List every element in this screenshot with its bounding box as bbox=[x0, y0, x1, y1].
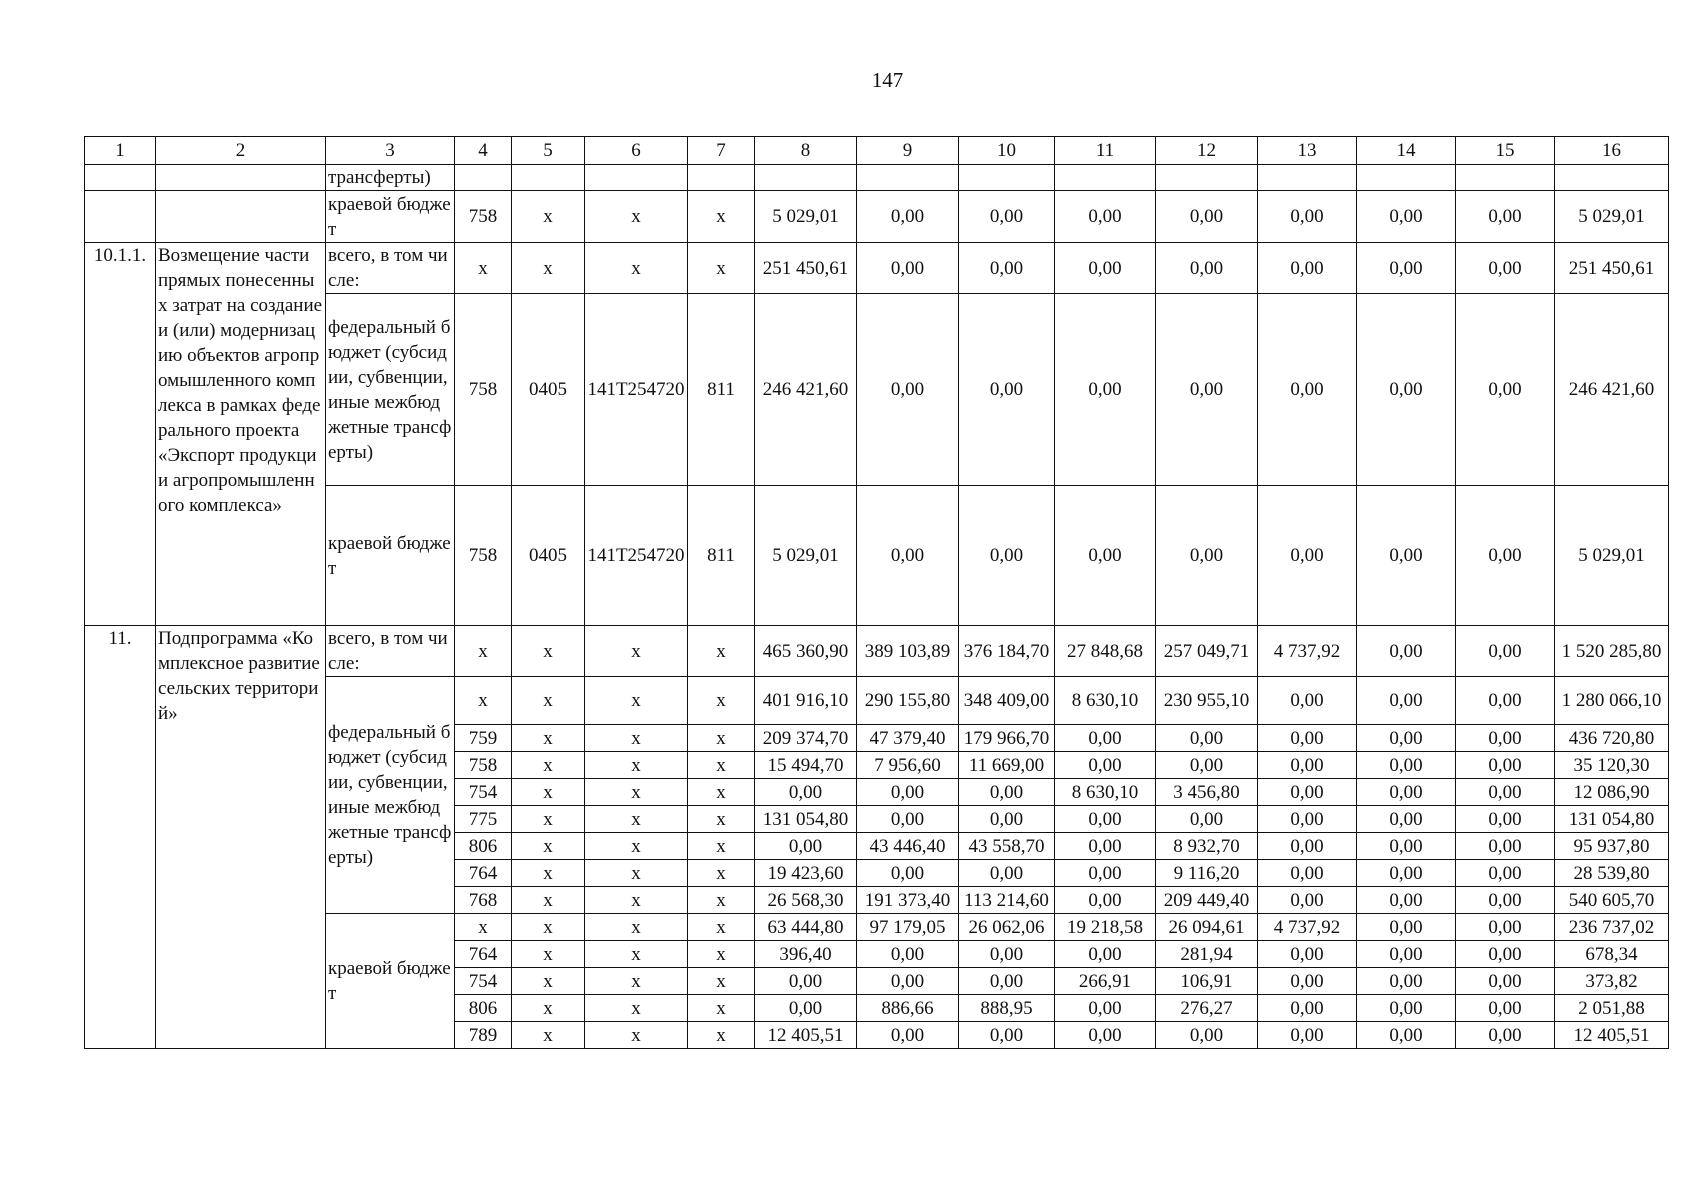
cell-col7: x bbox=[688, 806, 755, 833]
cell-col8: 15 494,70 bbox=[755, 752, 857, 779]
cell-col5 bbox=[512, 165, 585, 191]
cell-col11: 27 848,68 bbox=[1055, 626, 1156, 677]
cell-col13: 4 737,92 bbox=[1258, 626, 1357, 677]
cell-col11 bbox=[1055, 165, 1156, 191]
cell-col13: 0,00 bbox=[1258, 860, 1357, 887]
cell-col4: 758 bbox=[455, 191, 512, 243]
table-row bbox=[85, 165, 1669, 191]
cell-col13 bbox=[1258, 165, 1357, 191]
cell-col6: x bbox=[585, 968, 688, 995]
table-row bbox=[85, 243, 1669, 294]
cell-col14: 0,00 bbox=[1357, 806, 1456, 833]
cell-col14: 0,00 bbox=[1357, 968, 1456, 995]
cell-col6: x bbox=[585, 833, 688, 860]
cell-col16: 1 520 285,80 bbox=[1555, 626, 1669, 677]
cell-col13: 0,00 bbox=[1258, 833, 1357, 860]
cell-col10: 179 966,70 bbox=[959, 725, 1055, 752]
cell-col6: x bbox=[585, 752, 688, 779]
cell-col12: 276,27 bbox=[1156, 995, 1258, 1022]
cell-col15: 0,00 bbox=[1456, 486, 1555, 626]
header-col-16: 16 bbox=[1555, 137, 1669, 165]
cell-col8: 0,00 bbox=[755, 779, 857, 806]
cell-col11: 0,00 bbox=[1055, 887, 1156, 914]
cell-col16: 5 029,01 bbox=[1555, 486, 1669, 626]
cell-col8: 63 444,80 bbox=[755, 914, 857, 941]
cell-col14: 0,00 bbox=[1357, 626, 1456, 677]
cell-col15: 0,00 bbox=[1456, 752, 1555, 779]
cell-col4: 764 bbox=[455, 941, 512, 968]
header-col-9: 9 bbox=[857, 137, 959, 165]
cell-col7: 811 bbox=[688, 486, 755, 626]
cell-col12: 281,94 bbox=[1156, 941, 1258, 968]
cell-col14: 0,00 bbox=[1357, 887, 1456, 914]
cell-col8: 465 360,90 bbox=[755, 626, 857, 677]
cell-col10: 0,00 bbox=[959, 806, 1055, 833]
cell-col15: 0,00 bbox=[1456, 806, 1555, 833]
item-name: Подпрограмма «Комплексное развитие сельских территорий» bbox=[156, 626, 326, 1049]
cell-col5: x bbox=[512, 191, 585, 243]
cell-col16: 12 086,90 bbox=[1555, 779, 1669, 806]
header-col-6: 6 bbox=[585, 137, 688, 165]
cell-col5: x bbox=[512, 860, 585, 887]
item-number: 10.1.1. bbox=[85, 243, 156, 626]
cell-col14: 0,00 bbox=[1357, 860, 1456, 887]
cell-col7: x bbox=[688, 914, 755, 941]
cell-col4: 759 bbox=[455, 725, 512, 752]
cell-col4: 754 bbox=[455, 779, 512, 806]
cell-col7: x bbox=[688, 833, 755, 860]
cell-col6: x bbox=[585, 677, 688, 725]
cell-col11: 0,00 bbox=[1055, 752, 1156, 779]
cell-col8: 251 450,61 bbox=[755, 243, 857, 294]
cell-col15: 0,00 bbox=[1456, 995, 1555, 1022]
cell-col12: 0,00 bbox=[1156, 243, 1258, 294]
cell-col4: 775 bbox=[455, 806, 512, 833]
cell-col7: x bbox=[688, 191, 755, 243]
cell-col14: 0,00 bbox=[1357, 294, 1456, 486]
cell-col16: 1 280 066,10 bbox=[1555, 677, 1669, 725]
cell-col16: 131 054,80 bbox=[1555, 806, 1669, 833]
cell-col12: 0,00 bbox=[1156, 806, 1258, 833]
header-col-1: 1 bbox=[85, 137, 156, 165]
cell-col10: 26 062,06 bbox=[959, 914, 1055, 941]
cell-col11: 0,00 bbox=[1055, 294, 1156, 486]
cell-col14: 0,00 bbox=[1357, 191, 1456, 243]
cell-col11: 0,00 bbox=[1055, 806, 1156, 833]
cell-col10: 376 184,70 bbox=[959, 626, 1055, 677]
cell-col13: 0,00 bbox=[1258, 995, 1357, 1022]
cell-col13: 0,00 bbox=[1258, 806, 1357, 833]
cell-col11: 0,00 bbox=[1055, 725, 1156, 752]
cell-col12: 0,00 bbox=[1156, 1022, 1258, 1049]
cell-col8: 12 405,51 bbox=[755, 1022, 857, 1049]
cell-col4: 789 bbox=[455, 1022, 512, 1049]
cell-col11: 8 630,10 bbox=[1055, 677, 1156, 725]
cell-col7: x bbox=[688, 941, 755, 968]
cell-col4: 758 bbox=[455, 486, 512, 626]
cell-col13: 0,00 bbox=[1258, 725, 1357, 752]
cell-col11: 0,00 bbox=[1055, 243, 1156, 294]
cell-col4: 764 bbox=[455, 860, 512, 887]
cell-col9: 97 179,05 bbox=[857, 914, 959, 941]
header-col-11: 11 bbox=[1055, 137, 1156, 165]
cell-col7: x bbox=[688, 677, 755, 725]
cell-col13: 0,00 bbox=[1258, 294, 1357, 486]
cell-col11: 0,00 bbox=[1055, 833, 1156, 860]
cell-col10: 348 409,00 bbox=[959, 677, 1055, 725]
cell-col6: 141T254720 bbox=[585, 486, 688, 626]
cell-col3: краевой бюджет bbox=[326, 191, 455, 243]
cell-col13: 4 737,92 bbox=[1258, 914, 1357, 941]
cell-col14: 0,00 bbox=[1357, 914, 1456, 941]
cell-col12: 230 955,10 bbox=[1156, 677, 1258, 725]
cell-col8 bbox=[755, 165, 857, 191]
cell-col10: 0,00 bbox=[959, 243, 1055, 294]
cell-col12: 0,00 bbox=[1156, 486, 1258, 626]
cell-col16: 540 605,70 bbox=[1555, 887, 1669, 914]
budget-table bbox=[84, 136, 1669, 1049]
cell-col16: 28 539,80 bbox=[1555, 860, 1669, 887]
cell-col9: 0,00 bbox=[857, 779, 959, 806]
cell-col3: федеральный бюджет (субсидии, субвенции, иные межбюджетные трансферты) bbox=[326, 677, 455, 914]
cell-col12: 0,00 bbox=[1156, 725, 1258, 752]
cell-col8: 26 568,30 bbox=[755, 887, 857, 914]
cell-col9: 43 446,40 bbox=[857, 833, 959, 860]
cell-col14: 0,00 bbox=[1357, 752, 1456, 779]
cell-col14: 0,00 bbox=[1357, 779, 1456, 806]
cell-col14: 0,00 bbox=[1357, 725, 1456, 752]
cell-col12: 9 116,20 bbox=[1156, 860, 1258, 887]
cell-col7: x bbox=[688, 887, 755, 914]
cell-col15: 0,00 bbox=[1456, 725, 1555, 752]
cell-col16 bbox=[1555, 165, 1669, 191]
cell-col10: 0,00 bbox=[959, 486, 1055, 626]
cell-col12: 106,91 bbox=[1156, 968, 1258, 995]
cell-col3: всего, в том числе: bbox=[326, 626, 455, 677]
cell-col8: 5 029,01 bbox=[755, 191, 857, 243]
cell-col4: 768 bbox=[455, 887, 512, 914]
cell-col7: x bbox=[688, 243, 755, 294]
header-col-5: 5 bbox=[512, 137, 585, 165]
cell-col10: 113 214,60 bbox=[959, 887, 1055, 914]
cell-col11: 0,00 bbox=[1055, 486, 1156, 626]
table-row bbox=[85, 137, 1669, 165]
cell-col15: 0,00 bbox=[1456, 941, 1555, 968]
cell-col16: 373,82 bbox=[1555, 968, 1669, 995]
cell-col5: x bbox=[512, 806, 585, 833]
cell-col6 bbox=[585, 165, 688, 191]
cell-col13: 0,00 bbox=[1258, 887, 1357, 914]
cell-col16: 35 120,30 bbox=[1555, 752, 1669, 779]
cell-col7: x bbox=[688, 626, 755, 677]
cell-col5: 0405 bbox=[512, 294, 585, 486]
header-col-15: 15 bbox=[1456, 137, 1555, 165]
cell-col13: 0,00 bbox=[1258, 243, 1357, 294]
cell-col9: 0,00 bbox=[857, 243, 959, 294]
cell-col14: 0,00 bbox=[1357, 995, 1456, 1022]
cell-col15: 0,00 bbox=[1456, 1022, 1555, 1049]
cell-col6: 141T254720 bbox=[585, 294, 688, 486]
cell-col7: x bbox=[688, 779, 755, 806]
cell-col14 bbox=[1357, 165, 1456, 191]
header-col-2: 2 bbox=[156, 137, 326, 165]
cell-col5: x bbox=[512, 833, 585, 860]
cell-col6: x bbox=[585, 191, 688, 243]
cell-col9: 0,00 bbox=[857, 191, 959, 243]
cell-col16: 2 051,88 bbox=[1555, 995, 1669, 1022]
cell-col11: 0,00 bbox=[1055, 860, 1156, 887]
header-col-13: 13 bbox=[1258, 137, 1357, 165]
cell-col15: 0,00 bbox=[1456, 860, 1555, 887]
cell-col8: 0,00 bbox=[755, 833, 857, 860]
cell-col1 bbox=[85, 165, 156, 191]
cell-col10: 0,00 bbox=[959, 294, 1055, 486]
cell-col9: 0,00 bbox=[857, 294, 959, 486]
cell-col4: x bbox=[455, 626, 512, 677]
cell-col4: 806 bbox=[455, 833, 512, 860]
cell-col13: 0,00 bbox=[1258, 779, 1357, 806]
cell-col8: 5 029,01 bbox=[755, 486, 857, 626]
cell-col15: 0,00 bbox=[1456, 294, 1555, 486]
cell-col14: 0,00 bbox=[1357, 941, 1456, 968]
cell-col9: 0,00 bbox=[857, 1022, 959, 1049]
cell-col13: 0,00 bbox=[1258, 752, 1357, 779]
cell-col8: 0,00 bbox=[755, 968, 857, 995]
cell-col3: трансферты) bbox=[326, 165, 455, 191]
cell-col12 bbox=[1156, 165, 1258, 191]
cell-col8: 396,40 bbox=[755, 941, 857, 968]
cell-col5: x bbox=[512, 752, 585, 779]
cell-col11: 0,00 bbox=[1055, 1022, 1156, 1049]
cell-col13: 0,00 bbox=[1258, 486, 1357, 626]
cell-col10 bbox=[959, 165, 1055, 191]
cell-col4: x bbox=[455, 243, 512, 294]
header-col-12: 12 bbox=[1156, 137, 1258, 165]
cell-col14: 0,00 bbox=[1357, 833, 1456, 860]
cell-col9: 0,00 bbox=[857, 806, 959, 833]
cell-col12: 209 449,40 bbox=[1156, 887, 1258, 914]
cell-col7: x bbox=[688, 725, 755, 752]
cell-col5: x bbox=[512, 941, 585, 968]
item-name: Возмещение части прямых понесенных затрат на создание и (или) модернизацию объектов агропромышленного комплекса в рамках федерального проекта «Экспорт продукции агропромышленного комплекса» bbox=[156, 243, 326, 626]
cell-col10: 888,95 bbox=[959, 995, 1055, 1022]
cell-col16: 678,34 bbox=[1555, 941, 1669, 968]
cell-col4: x bbox=[455, 914, 512, 941]
cell-col15: 0,00 bbox=[1456, 833, 1555, 860]
cell-col3: федеральный бюджет (субсидии, субвенции, иные межбюджетные трансферты) bbox=[326, 294, 455, 486]
cell-col6: x bbox=[585, 806, 688, 833]
page-number: 147 bbox=[871, 68, 904, 92]
cell-col5: x bbox=[512, 1022, 585, 1049]
cell-col12: 3 456,80 bbox=[1156, 779, 1258, 806]
cell-col15: 0,00 bbox=[1456, 887, 1555, 914]
cell-col4: 806 bbox=[455, 995, 512, 1022]
cell-col13: 0,00 bbox=[1258, 677, 1357, 725]
cell-col16: 12 405,51 bbox=[1555, 1022, 1669, 1049]
cell-col5: x bbox=[512, 995, 585, 1022]
header-col-10: 10 bbox=[959, 137, 1055, 165]
cell-col6: x bbox=[585, 941, 688, 968]
cell-col8: 246 421,60 bbox=[755, 294, 857, 486]
cell-col7: x bbox=[688, 860, 755, 887]
cell-col6: x bbox=[585, 243, 688, 294]
header-col-14: 14 bbox=[1357, 137, 1456, 165]
cell-col13: 0,00 bbox=[1258, 191, 1357, 243]
cell-col9: 0,00 bbox=[857, 486, 959, 626]
cell-col8: 209 374,70 bbox=[755, 725, 857, 752]
cell-col3: всего, в том числе: bbox=[326, 243, 455, 294]
cell-col7: 811 bbox=[688, 294, 755, 486]
cell-col5: x bbox=[512, 779, 585, 806]
cell-col13: 0,00 bbox=[1258, 968, 1357, 995]
cell-col11: 266,91 bbox=[1055, 968, 1156, 995]
cell-col15: 0,00 bbox=[1456, 626, 1555, 677]
cell-col6: x bbox=[585, 995, 688, 1022]
header-col-4: 4 bbox=[455, 137, 512, 165]
cell-col5: 0405 bbox=[512, 486, 585, 626]
cell-col2 bbox=[156, 165, 326, 191]
cell-col12: 0,00 bbox=[1156, 752, 1258, 779]
cell-col15: 0,00 bbox=[1456, 191, 1555, 243]
cell-col11: 0,00 bbox=[1055, 191, 1156, 243]
cell-col16: 236 737,02 bbox=[1555, 914, 1669, 941]
cell-col10: 0,00 bbox=[959, 1022, 1055, 1049]
cell-col11: 0,00 bbox=[1055, 941, 1156, 968]
cell-col16: 5 029,01 bbox=[1555, 191, 1669, 243]
item-number: 11. bbox=[85, 626, 156, 1049]
cell-col10: 11 669,00 bbox=[959, 752, 1055, 779]
cell-col9: 0,00 bbox=[857, 968, 959, 995]
cell-col12: 0,00 bbox=[1156, 294, 1258, 486]
cell-col13: 0,00 bbox=[1258, 1022, 1357, 1049]
cell-col5: x bbox=[512, 725, 585, 752]
cell-col5: x bbox=[512, 968, 585, 995]
cell-col5: x bbox=[512, 887, 585, 914]
cell-col5: x bbox=[512, 243, 585, 294]
cell-col14: 0,00 bbox=[1357, 243, 1456, 294]
cell-col6: x bbox=[585, 1022, 688, 1049]
cell-col14: 0,00 bbox=[1357, 677, 1456, 725]
cell-col6: x bbox=[585, 626, 688, 677]
cell-col14: 0,00 bbox=[1357, 486, 1456, 626]
cell-col15: 0,00 bbox=[1456, 677, 1555, 725]
cell-col9 bbox=[857, 165, 959, 191]
cell-col6: x bbox=[585, 914, 688, 941]
cell-col5: x bbox=[512, 914, 585, 941]
cell-col9: 886,66 bbox=[857, 995, 959, 1022]
cell-col15 bbox=[1456, 165, 1555, 191]
cell-col4: 754 bbox=[455, 968, 512, 995]
cell-col8: 131 054,80 bbox=[755, 806, 857, 833]
cell-col4: x bbox=[455, 677, 512, 725]
cell-col5: x bbox=[512, 626, 585, 677]
table-row bbox=[85, 626, 1669, 677]
cell-col10: 43 558,70 bbox=[959, 833, 1055, 860]
cell-col14: 0,00 bbox=[1357, 1022, 1456, 1049]
cell-col8: 401 916,10 bbox=[755, 677, 857, 725]
cell-col1 bbox=[85, 191, 156, 243]
cell-col6: x bbox=[585, 725, 688, 752]
cell-col10: 0,00 bbox=[959, 860, 1055, 887]
cell-col16: 95 937,80 bbox=[1555, 833, 1669, 860]
cell-col7: x bbox=[688, 995, 755, 1022]
cell-col12: 0,00 bbox=[1156, 191, 1258, 243]
cell-col3: краевой бюджет bbox=[326, 486, 455, 626]
cell-col11: 8 630,10 bbox=[1055, 779, 1156, 806]
cell-col12: 8 932,70 bbox=[1156, 833, 1258, 860]
cell-col11: 19 218,58 bbox=[1055, 914, 1156, 941]
cell-col16: 436 720,80 bbox=[1555, 725, 1669, 752]
header-col-8: 8 bbox=[755, 137, 857, 165]
header-col-3: 3 bbox=[326, 137, 455, 165]
table-row bbox=[85, 191, 1669, 243]
cell-col2 bbox=[156, 191, 326, 243]
cell-col5: x bbox=[512, 677, 585, 725]
cell-col7: x bbox=[688, 752, 755, 779]
cell-col12: 26 094,61 bbox=[1156, 914, 1258, 941]
cell-col4: 758 bbox=[455, 752, 512, 779]
cell-col4: 758 bbox=[455, 294, 512, 486]
cell-col4 bbox=[455, 165, 512, 191]
cell-col16: 246 421,60 bbox=[1555, 294, 1669, 486]
cell-col16: 251 450,61 bbox=[1555, 243, 1669, 294]
cell-col9: 389 103,89 bbox=[857, 626, 959, 677]
cell-col8: 0,00 bbox=[755, 995, 857, 1022]
cell-col9: 47 379,40 bbox=[857, 725, 959, 752]
cell-col9: 7 956,60 bbox=[857, 752, 959, 779]
cell-col7: x bbox=[688, 1022, 755, 1049]
cell-col3: краевой бюджет bbox=[326, 914, 455, 1049]
cell-col6: x bbox=[585, 887, 688, 914]
cell-col15: 0,00 bbox=[1456, 968, 1555, 995]
cell-col10: 0,00 bbox=[959, 779, 1055, 806]
header-col-7: 7 bbox=[688, 137, 755, 165]
cell-col8: 19 423,60 bbox=[755, 860, 857, 887]
cell-col9: 0,00 bbox=[857, 941, 959, 968]
cell-col9: 290 155,80 bbox=[857, 677, 959, 725]
cell-col15: 0,00 bbox=[1456, 243, 1555, 294]
cell-col10: 0,00 bbox=[959, 941, 1055, 968]
cell-col11: 0,00 bbox=[1055, 995, 1156, 1022]
cell-col15: 0,00 bbox=[1456, 779, 1555, 806]
cell-col7: x bbox=[688, 968, 755, 995]
cell-col7 bbox=[688, 165, 755, 191]
cell-col6: x bbox=[585, 779, 688, 806]
cell-col9: 0,00 bbox=[857, 860, 959, 887]
table-body bbox=[85, 137, 1669, 1049]
cell-col10: 0,00 bbox=[959, 191, 1055, 243]
cell-col6: x bbox=[585, 860, 688, 887]
cell-col12: 257 049,71 bbox=[1156, 626, 1258, 677]
cell-col13: 0,00 bbox=[1258, 941, 1357, 968]
cell-col9: 191 373,40 bbox=[857, 887, 959, 914]
cell-col10: 0,00 bbox=[959, 968, 1055, 995]
cell-col15: 0,00 bbox=[1456, 914, 1555, 941]
